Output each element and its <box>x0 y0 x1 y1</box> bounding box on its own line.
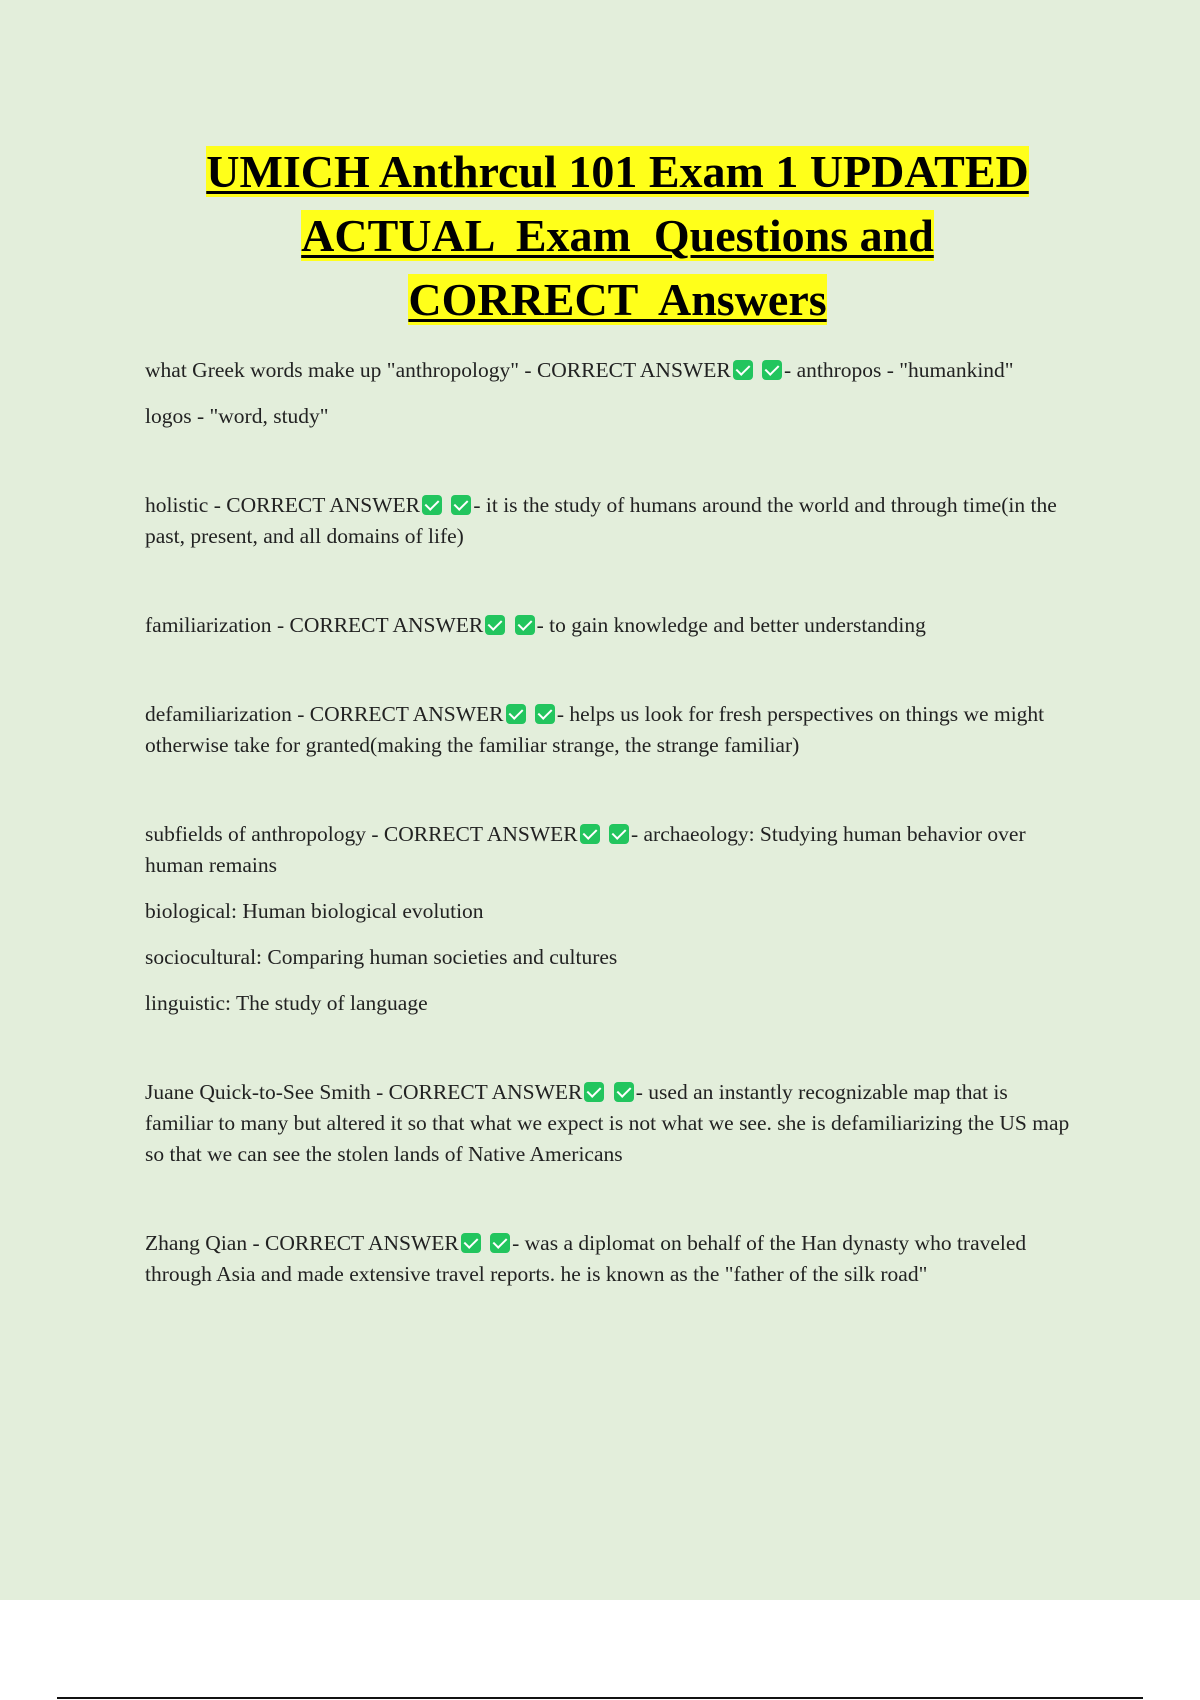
qa-answer: - used an instantly recognizable map that is familiar to many but altered it so that what we expect is not what we see. she is defamiliarizing the US map so that we can see the stolen lands of Native Americans <box>145 1080 1070 1166</box>
qa-answer: - archaeology: Studying human behavior over human remains <box>145 822 1026 877</box>
answer-marker: CORRECT ANSWER <box>536 358 731 382</box>
checkmark-icon <box>762 360 782 380</box>
qa-term: Zhang Qian <box>145 1231 248 1255</box>
checkmark-icon <box>422 495 442 515</box>
qa-line: familiarization - CORRECT ANSWER - to gain knowledge and better understanding <box>145 613 926 637</box>
qa-item <box>145 490 1080 552</box>
checkmark-icon <box>580 824 600 844</box>
title-line-3: CORRECT Answers <box>408 274 827 325</box>
qa-term: holistic <box>145 493 209 517</box>
qa-term: familiarization <box>145 613 272 637</box>
qa-term: subfields of anthropology <box>145 822 366 846</box>
qa-item <box>145 699 1080 761</box>
checkmark-icon <box>584 1082 604 1102</box>
qa-line: Zhang Qian - CORRECT ANSWER - was a diplomat on behalf of the Han dynasty who traveled through Asia and made extensive travel reports. he is known as the "father of the silk road" <box>145 1231 1027 1286</box>
qa-answer: - it is the study of humans around the world and through time(in the past, present, and all domains of life) <box>145 493 1057 548</box>
qa-line: defamiliarization - CORRECT ANSWER - helps us look for fresh perspectives on things we might otherwise take for granted(making the familiar strange, the strange familiar) <box>145 702 1045 757</box>
answer-marker: CORRECT ANSWER <box>383 822 578 846</box>
title-line-1: UMICH Anthrcul 101 Exam 1 UPDATED <box>206 146 1029 197</box>
qa-extra-line: logos - "word, study" <box>145 404 329 428</box>
qa-line: Juane Quick-to-See Smith - CORRECT ANSWER - used an instantly recognizable map that is familiar to many but altered it so that what we expect is not what we see. she is defamiliarizing the US map so that we can see the stolen lands of Native Americans <box>145 1080 1070 1166</box>
checkmark-icon <box>515 615 535 635</box>
checkmark-icon <box>490 1233 510 1253</box>
checkmark-icon <box>485 615 505 635</box>
qa-line: holistic - CORRECT ANSWER - it is the study of humans around the world and through time(in the past, present, and all domains of life) <box>145 493 1057 548</box>
qa-extra-line: linguistic: The study of language <box>145 991 428 1015</box>
answer-marker: CORRECT ANSWER <box>289 613 484 637</box>
qa-term: what Greek words make up "anthropology" <box>145 358 520 382</box>
footer-divider <box>57 1697 1143 1699</box>
qa-answer: - to gain knowledge and better understanding <box>536 613 926 637</box>
qa-term: defamiliarization <box>145 702 292 726</box>
qa-item <box>145 610 1080 641</box>
qa-answer: - helps us look for fresh perspectives on things we might otherwise take for granted(making the familiar strange, the strange familiar) <box>145 702 1045 757</box>
qa-term: Juane Quick-to-See Smith <box>145 1080 371 1104</box>
qa-item <box>145 1077 1080 1170</box>
checkmark-icon <box>609 824 629 844</box>
answer-marker: CORRECT ANSWER <box>388 1080 583 1104</box>
qa-answer: - was a diplomat on behalf of the Han dynasty who traveled through Asia and made extensive travel reports. he is known as the "father of the silk road" <box>145 1231 1027 1286</box>
checkmark-icon <box>614 1082 634 1102</box>
checkmark-icon <box>535 704 555 724</box>
checkmark-icon <box>461 1233 481 1253</box>
checkmark-icon <box>451 495 471 515</box>
qa-answer: - anthropos - "humankind" <box>784 358 1014 382</box>
answer-marker: CORRECT ANSWER <box>265 1231 459 1255</box>
checkmark-icon <box>506 704 526 724</box>
qa-item <box>145 355 1080 432</box>
answer-marker: CORRECT ANSWER <box>309 702 504 726</box>
answer-marker: CORRECT ANSWER <box>226 493 420 517</box>
qa-line: subfields of anthropology - CORRECT ANSWER - archaeology: Studying human behavior over human remains <box>145 822 1026 877</box>
qa-item <box>145 819 1080 1019</box>
checkmark-icon <box>733 360 753 380</box>
qa-line: what Greek words make up "anthropology" - CORRECT ANSWER - anthropos - "humankind" <box>145 358 1014 382</box>
qa-item <box>145 1228 1080 1290</box>
title-line-2: ACTUAL Exam Questions and <box>301 210 934 261</box>
qa-extra-line: sociocultural: Comparing human societies and cultures <box>145 945 618 969</box>
document-title <box>150 140 1085 332</box>
qa-extra-line: biological: Human biological evolution <box>145 899 484 923</box>
qa-list <box>145 355 1080 1305</box>
